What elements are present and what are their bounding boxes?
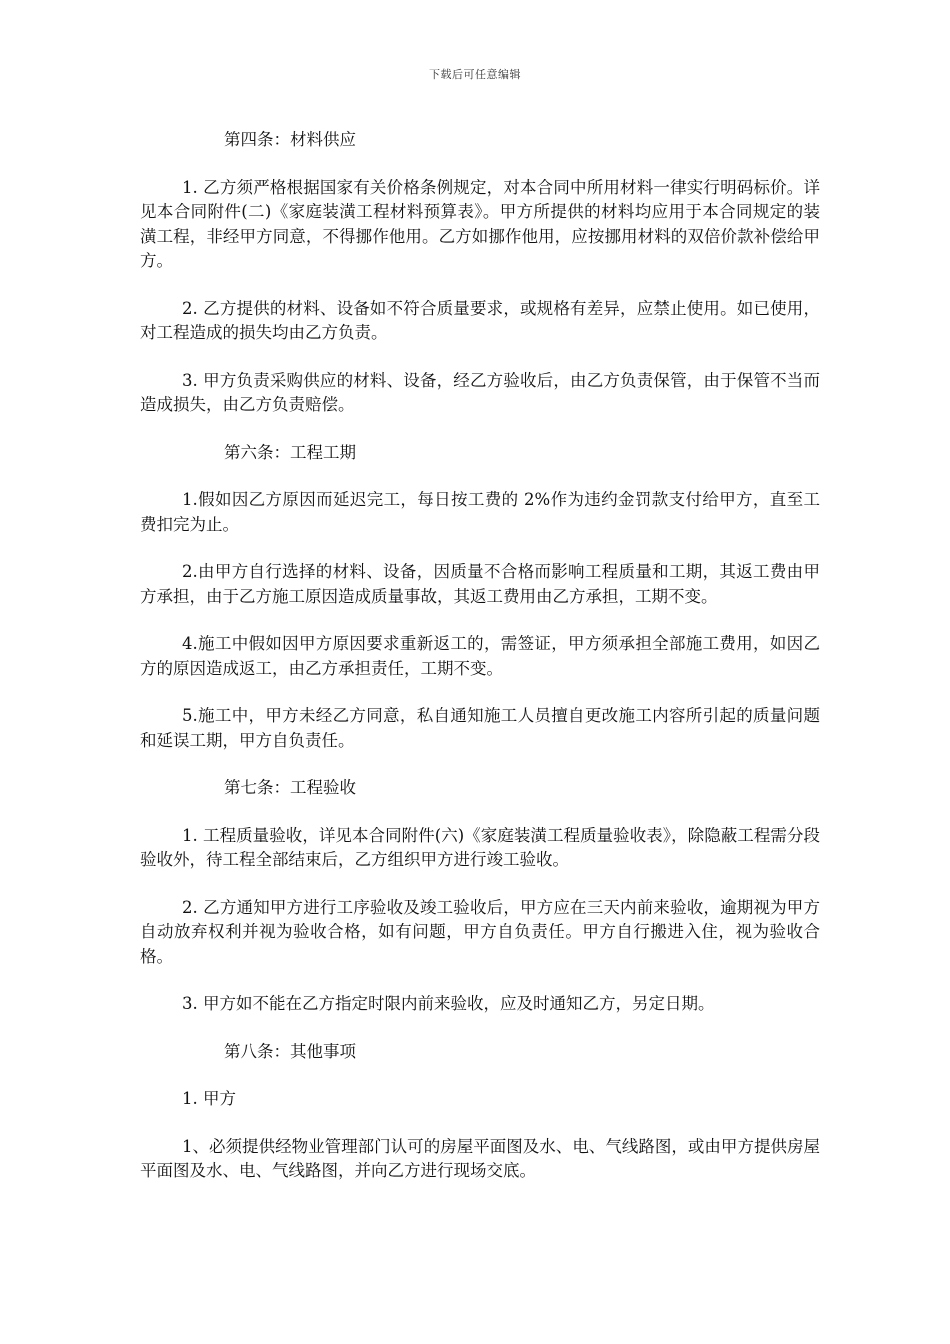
section-heading-article-4 (140, 128, 820, 153)
paragraph: 1. 甲方 (182, 1089, 236, 1108)
paragraph: 1. 工程质量验收，详见本合同附件(六)《家庭装潢工程质量验收表》，除隐蔽工程需分段验收外，待工程全部结束后，乙方组织甲方进行竣工验收。 (140, 825, 820, 869)
paragraph: 3. 甲方负责采购供应的材料、设备，经乙方验收后，由乙方负责保管，由于保管不当而造成损失，由乙方负责赔偿。 (140, 370, 820, 414)
paragraph: 1.假如因乙方原因而延迟完工，每日按工费的 2%作为违约金罚款支付给甲方，直至工费扣完为止。 (140, 490, 820, 534)
document-body (140, 128, 820, 1207)
section-heading-article-8 (140, 1040, 820, 1065)
paragraph: 4.施工中假如因甲方原因要求重新返工的，需签证，甲方须承担全部施工费用，如因乙方的原因造成返工，由乙方承担责任，工期不变。 (140, 634, 820, 678)
paragraph: 1. 乙方须严格根据国家有关价格条例规定，对本合同中所用材料一律实行明码标价。详见本合同附件(二)《家庭装潢工程材料预算表》。甲方所提供的材料均应用于本合同规定的装潢工程，非经甲方同意，不得挪作他用。乙方如挪作他用，应按挪用材料的双倍价款补偿给甲方。 (140, 177, 820, 270)
heading-title: 材料供应 (290, 130, 356, 149)
heading-label: 第七条： (224, 778, 290, 797)
section-heading-article-7 (140, 776, 820, 801)
paragraph: 2.由甲方自行选择的材料、设备，因质量不合格而影响工程质量和工期，其返工费由甲方承担，由于乙方施工原因造成质量事故，其返工费用由乙方承担，工期不变。 (140, 562, 820, 606)
page-header-note: 下载后可任意编辑 (429, 68, 521, 81)
heading-label: 第四条： (224, 130, 290, 149)
heading-label: 第八条： (224, 1041, 290, 1061)
paragraph: 5.施工中，甲方未经乙方同意，私自通知施工人员擅自更改施工内容所引起的质量问题和延误工期，甲方自负责任。 (140, 706, 820, 750)
heading-label: 第六条： (224, 442, 290, 462)
paragraph: 1、必须提供经物业管理部门认可的房屋平面图及水、电、气线路图，或由甲方提供房屋平面图及水、电、气线路图，并向乙方进行现场交底。 (140, 1136, 820, 1180)
section-heading-article-6 (140, 441, 820, 466)
heading-title: 工程验收 (290, 778, 356, 797)
paragraph: 2. 乙方通知甲方进行工序验收及竣工验收后，甲方应在三天内前来验收，逾期视为甲方自动放弃权利并视为验收合格，如有问题，甲方自负责任。甲方自行搬进入住，视为验收合格。 (140, 897, 820, 966)
heading-title: 其他事项 (290, 1041, 356, 1061)
heading-title: 工程工期 (290, 442, 356, 462)
paragraph: 2. 乙方提供的材料、设备如不符合质量要求，或规格有差异，应禁止使用。如已使用，对工程造成的损失均由乙方负责。 (140, 298, 820, 342)
paragraph: 3. 甲方如不能在乙方指定时限内前来验收，应及时通知乙方，另定日期。 (182, 994, 715, 1013)
